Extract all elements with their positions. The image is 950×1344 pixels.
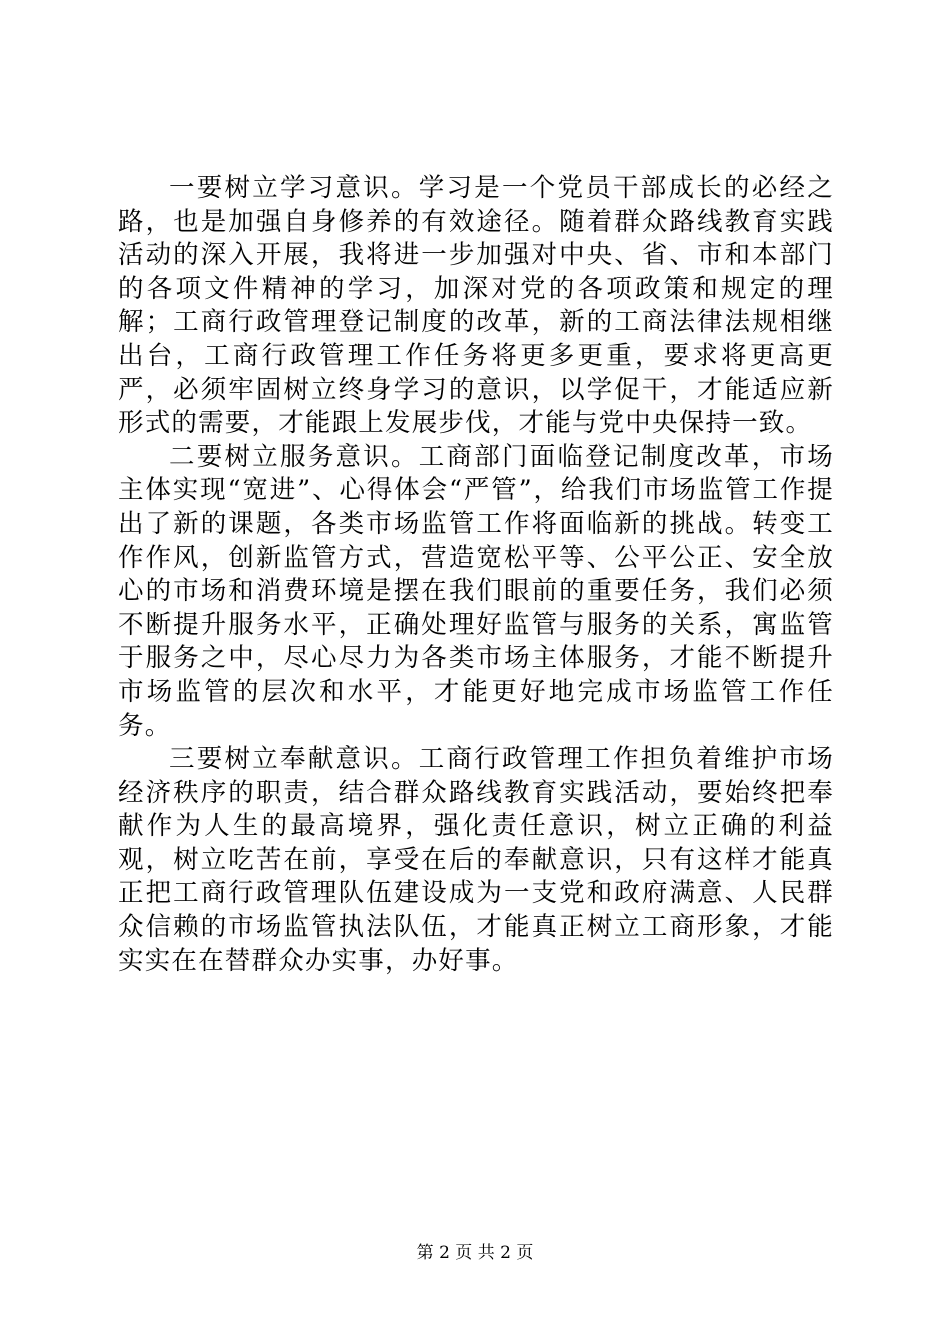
- paragraph-dedication-awareness: 三要树立奉献意识。工商行政管理工作担负着维护市场经济秩序的职责，结合群众路线教育实践活动，要始终把奉献作为人生的最高境界，强化责任意识，树立正确的利益观，树立吃苦在前，享受在后的奉献意识，只有这样才能真正把工商行政管理队伍建设成为一支党和政府满意、人民群众信赖的市场监管执法队伍，才能真正树立工商形象，才能实实在在替群众办实事，办好事。: [118, 744, 834, 976]
- paragraph-service-awareness: 二要树立服务意识。工商部门面临登记制度改革，市场主体实现“宽进”、心得体会“严管”，给我们市场监管工作提出了新的课题，各类市场监管工作将面临新的挑战。转变工作作风，创新监管方式，营造宽松平等、公平公正、安全放心的市场和消费环境是摆在我们眼前的重要任务，我们必须不断提升服务水平，正确处理好监管与服务的关系，寓监管于服务之中，尽心尽力为各类市场主体服务，才能不断提升市场监管的层次和水平，才能更好地完成市场监管工作任务。: [118, 441, 834, 741]
- document-body: [118, 172, 834, 978]
- page-number-label: 第 2 页 共 2 页: [416, 1243, 534, 1263]
- paragraph-learning-awareness: 一要树立学习意识。学习是一个党员干部成长的必经之路，也是加强自身修养的有效途径。随着群众路线教育实践活动的深入开展，我将进一步加强对中央、省、市和本部门的各项文件精神的学习，加深对党的各项政策和规定的理解；工商行政管理登记制度的改革，新的工商法律法规相继出台，工商行政管理工作任务将更多更重，要求将更高更严，必须牢固树立终身学习的意识，以学促干，才能适应新形式的需要，才能跟上发展步伐，才能与党中央保持一致。: [118, 173, 834, 439]
- page-footer: [0, 1242, 950, 1264]
